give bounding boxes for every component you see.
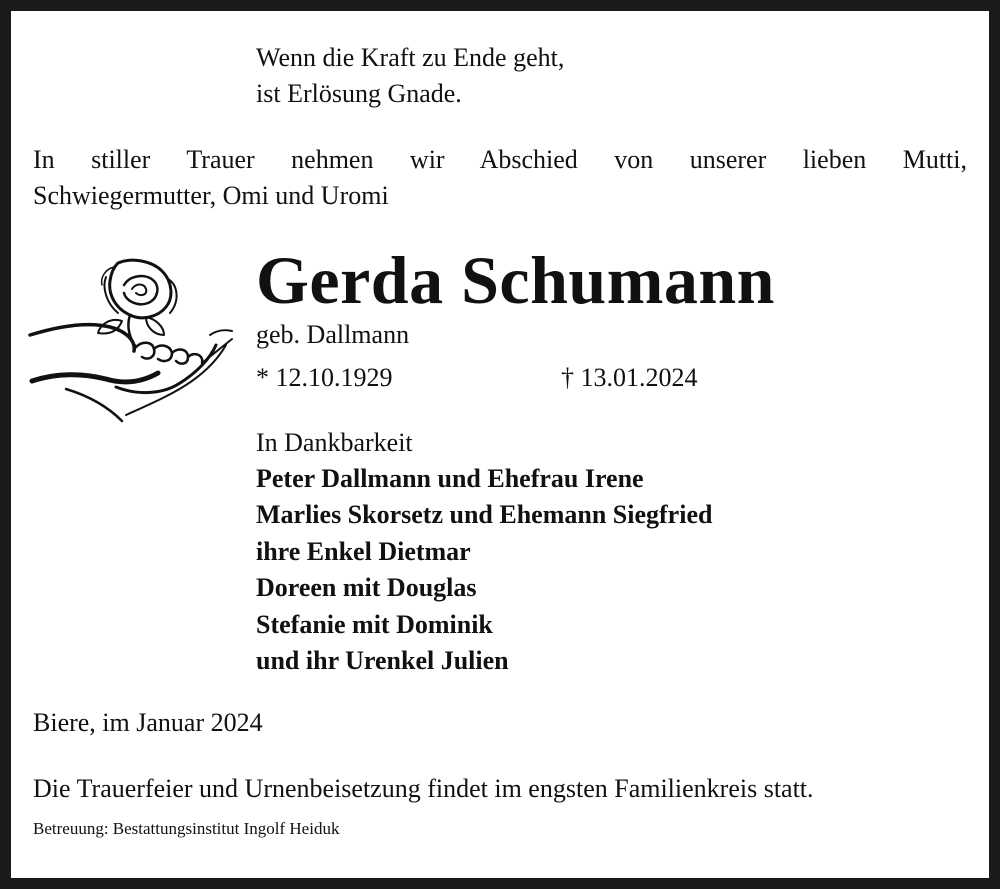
- mourners-intro: In Dankbarkeit: [256, 428, 413, 457]
- intro-text: [33, 142, 967, 214]
- motto-line-2: ist Erlösung Gnade.: [256, 79, 462, 108]
- ceremony-note: Die Trauerfeier und Urnenbeisetzung findet im engsten Familienkreis statt.: [33, 774, 814, 803]
- motto-line-1: Wenn die Kraft zu Ende geht,: [256, 43, 565, 72]
- deceased-name: Gerda Schumann: [256, 242, 775, 318]
- death-date: † 13.01.2024: [561, 363, 698, 392]
- motto: [256, 40, 564, 112]
- intro-line-2: Schwiegermutter, Omi und Uromi: [33, 181, 389, 210]
- birth-date: * 12.10.1929: [256, 363, 393, 392]
- funeral-home-credit: Betreuung: Bestattungsinstitut Ingolf Heiduk: [33, 819, 340, 838]
- mourner-line: ihre Enkel Dietmar: [256, 536, 471, 566]
- mourner-line: und ihr Urenkel Julien: [256, 645, 509, 675]
- mourners-list: [256, 461, 712, 679]
- rose-in-hands-icon: [26, 255, 240, 425]
- mourner-line: Peter Dallmann und Ehefrau Irene: [256, 464, 644, 493]
- mourner-line: Doreen mit Douglas: [256, 573, 477, 603]
- mourner-line: Stefanie mit Dominik: [256, 609, 493, 639]
- place-date: Biere, im Januar 2024: [33, 708, 263, 737]
- intro-line-1: In stiller Trauer nehmen wir Abschied von unserer lieben Mutti,: [33, 145, 967, 174]
- birth-name: geb. Dallmann: [256, 320, 410, 349]
- mourner-line: Marlies Skorsetz und Ehemann Siegfried: [256, 500, 713, 530]
